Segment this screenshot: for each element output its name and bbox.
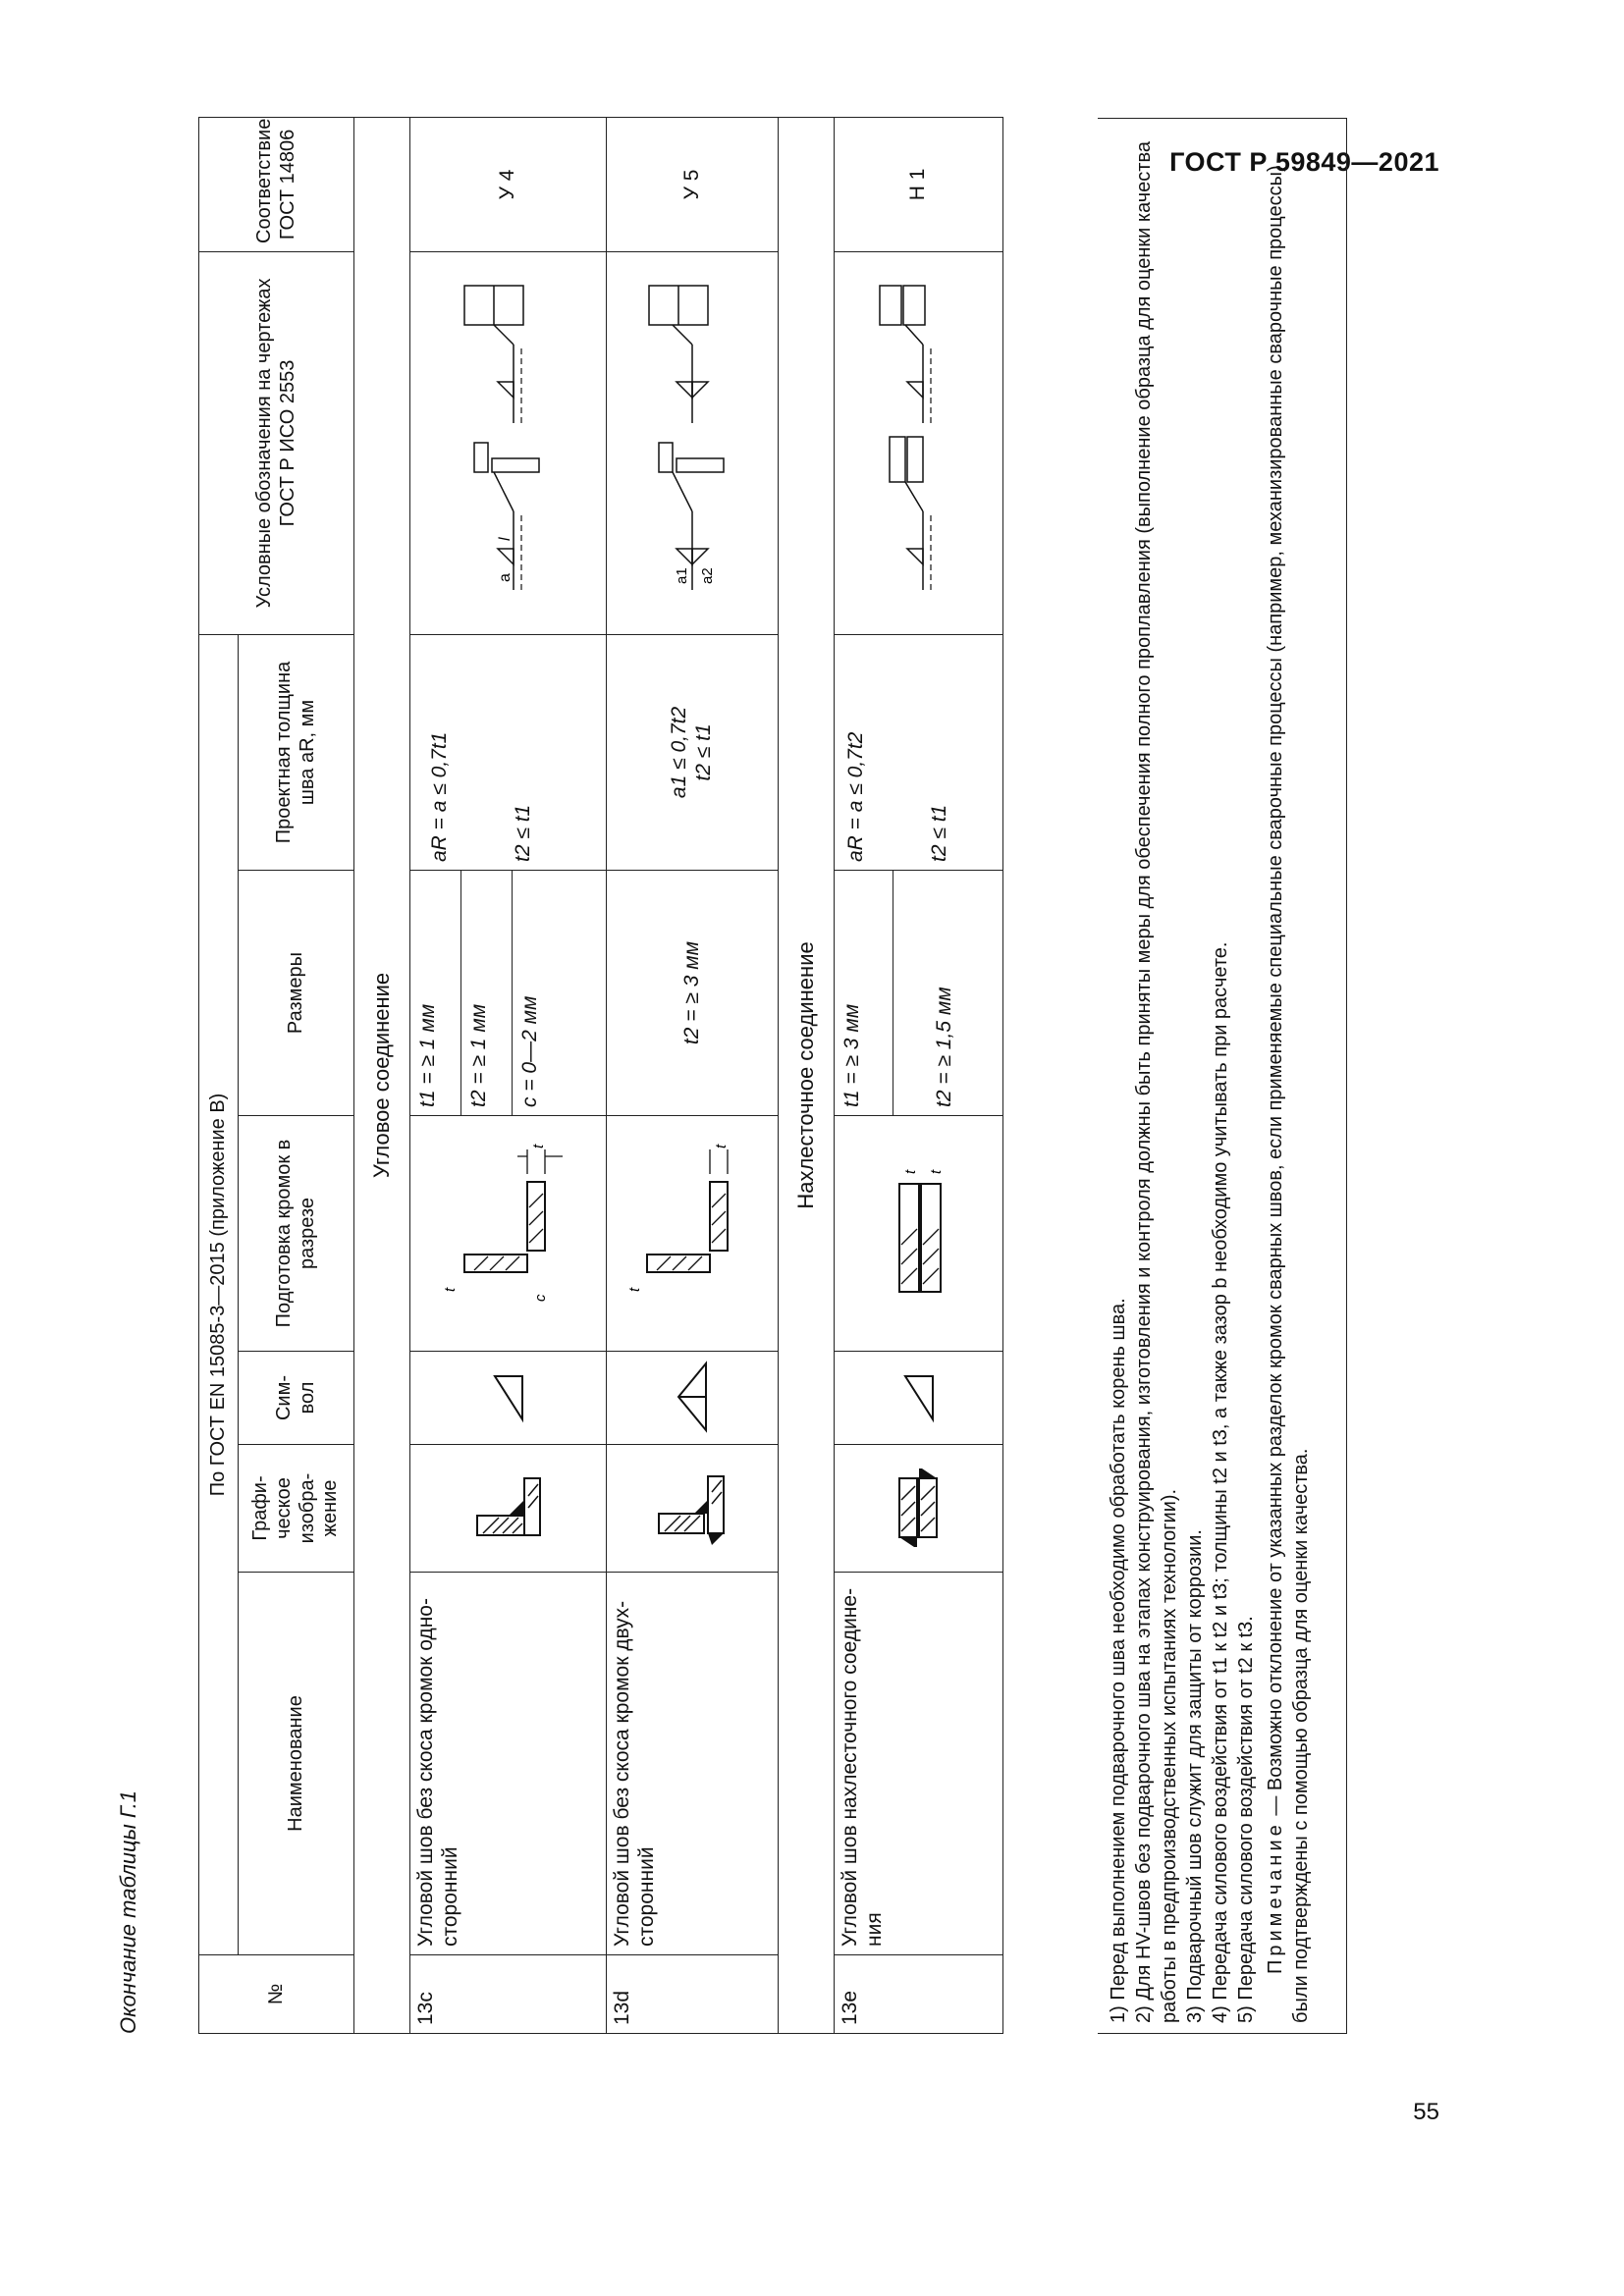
- col-name: Наименование: [239, 1573, 354, 1955]
- svg-text:c: c: [531, 1295, 549, 1303]
- dims-13c: [410, 871, 607, 1116]
- design-line: t2 ≤ t1: [692, 723, 715, 781]
- row-name: Угловой шов без скоса кромок одно-сторонний: [410, 1573, 607, 1955]
- drawing-symbol-icon: [623, 266, 761, 619]
- dim-item: t1 = ≥ 3 мм: [835, 871, 893, 1115]
- col-graphic: Графи-ческое изобра-жение: [239, 1445, 354, 1573]
- design-line: t2 ≤ t1: [511, 804, 534, 862]
- svg-text:t: t: [927, 1170, 945, 1175]
- footnotes: [1098, 118, 1347, 2034]
- edge-prep-icon: [435, 1136, 582, 1332]
- col-design: Проектная толщина шва aR, мм: [239, 634, 354, 870]
- dims-13e: [835, 871, 1003, 1116]
- row-no: 13d: [607, 1955, 779, 2034]
- footnote: 3) Подварочный шов служит для защиты от коррозии.: [1184, 1529, 1206, 2023]
- dim-item: t1 = ≥ 1 мм: [410, 871, 461, 1115]
- svg-text:t: t: [529, 1145, 547, 1149]
- section-corner: Угловое соединение: [354, 117, 410, 2033]
- note-label: Примечание: [1265, 1821, 1286, 1974]
- note-text: — Возможно отклонение от указанных разделок кромок сварных швов, если применяемые специальные сварочные процессы (например, механизированные сварочные процессы) были подтверждены с помощью образца для оценки качества.: [1265, 165, 1312, 2023]
- dim-item: t2 = ≥ 1,5 мм: [933, 987, 955, 1107]
- design-13e: [835, 634, 1003, 870]
- dims-13d: t2 = ≥ 3 мм: [607, 871, 779, 1116]
- design-line: aR = a ≤ 0,7t2: [844, 731, 867, 862]
- graphic-13c: [410, 1445, 607, 1573]
- symbol-13d: [607, 1352, 779, 1445]
- drawing-symbol-icon: [435, 266, 582, 619]
- match-13d: У 5: [607, 117, 779, 251]
- weld-graphic-icon: [469, 1469, 548, 1548]
- svg-text:a2: a2: [699, 567, 716, 585]
- table-row: [607, 117, 779, 2033]
- row-no: 13c: [410, 1955, 607, 2034]
- prep-13d: [607, 1116, 779, 1352]
- col-prep: Подготовка кромок в разрезе: [239, 1116, 354, 1352]
- col-drawing: Условные обозначения на чертежах ГОСТ Р ИСО 2553: [199, 251, 354, 634]
- row-name: Угловой шов нахлесточного соедине-ния: [835, 1573, 1003, 1955]
- prep-13c: [410, 1116, 607, 1352]
- footnote: 4) Передача силового воздействия от t1 к t2 и t3; толщины t2 и t3, а также зазор b необходимо учитывать при расчете.: [1210, 941, 1231, 2023]
- footnote: 5) Передача силового воздействия от t2 к t3.: [1235, 1616, 1257, 2023]
- graphic-13e: [835, 1445, 1003, 1573]
- svg-text:t: t: [901, 1170, 919, 1175]
- prep-13e: [835, 1116, 1003, 1352]
- svg-text:t: t: [626, 1288, 643, 1293]
- section-lap: Нахлесточное соединение: [779, 117, 835, 2033]
- dim-item: c = 0—2 мм: [518, 995, 541, 1107]
- group-header: По ГОСТ EN 15085-3—2015 (приложение В): [199, 634, 239, 1954]
- symbol-13e: [835, 1352, 1003, 1445]
- col-dims: Размеры: [239, 871, 354, 1116]
- table-row: [410, 117, 607, 2033]
- svg-text:a: a: [496, 573, 514, 583]
- double-fillet-symbol-icon: [673, 1358, 712, 1436]
- col-match: Соответствие ГОСТ 14806: [199, 117, 354, 251]
- weld-graphic-icon: [880, 1469, 958, 1548]
- col-no: №: [199, 1955, 354, 2034]
- continuation-title: Окончание таблицы Г.1: [116, 1790, 140, 2034]
- footnote: 1) Перед выполнением подварочного шва необходимо обработать корень шва.: [1108, 1298, 1129, 2023]
- drawing-13d: [607, 251, 779, 634]
- edge-prep-icon: [850, 1136, 988, 1332]
- weld-table: [198, 117, 1003, 2034]
- table-row: [835, 117, 1003, 2033]
- row-name: Угловой шов без скоса кромок двух-сторонний: [607, 1573, 779, 1955]
- drawing-symbol-icon: [850, 266, 988, 619]
- document-header: ГОСТ Р 59849—2021: [1169, 147, 1439, 177]
- fillet-symbol-icon: [899, 1368, 939, 1427]
- note: [1263, 129, 1314, 2023]
- row-no: 13e: [835, 1955, 1003, 2034]
- rotated-content: [108, 118, 1347, 2034]
- match-13c: У 4: [410, 117, 607, 251]
- page-number: 55: [1413, 2099, 1439, 2125]
- drawing-13c: [410, 251, 607, 634]
- svg-text:l: l: [496, 537, 514, 542]
- design-line: t2 ≤ t1: [927, 804, 950, 862]
- svg-text:t: t: [441, 1288, 459, 1293]
- design-line: aR = a ≤ 0,7t1: [428, 731, 451, 862]
- footnote: 2) Для HV-швов без подварочного шва на этапах конструирования, изготовления и контроля должны быть приняты меры для обеспечения полного проплавления (выполнение образца для оценки качества работы в предпроизводственных испытаниях технологии).: [1133, 141, 1180, 2023]
- col-symbol: Сим-вол: [239, 1352, 354, 1445]
- design-line: a1 ≤ 0,7t2: [668, 706, 691, 799]
- edge-prep-icon: [623, 1136, 761, 1332]
- dim-item: t2 = ≥ 1 мм: [461, 871, 513, 1115]
- drawing-13e: [835, 251, 1003, 634]
- svg-text:a1: a1: [674, 567, 690, 585]
- design-13d: [607, 634, 779, 870]
- match-13e: Н 1: [835, 117, 1003, 251]
- design-13c: [410, 634, 607, 870]
- symbol-13c: [410, 1352, 607, 1445]
- weld-graphic-icon: [653, 1469, 731, 1548]
- fillet-symbol-icon: [489, 1368, 528, 1427]
- svg-text:t: t: [713, 1145, 730, 1149]
- graphic-13d: [607, 1445, 779, 1573]
